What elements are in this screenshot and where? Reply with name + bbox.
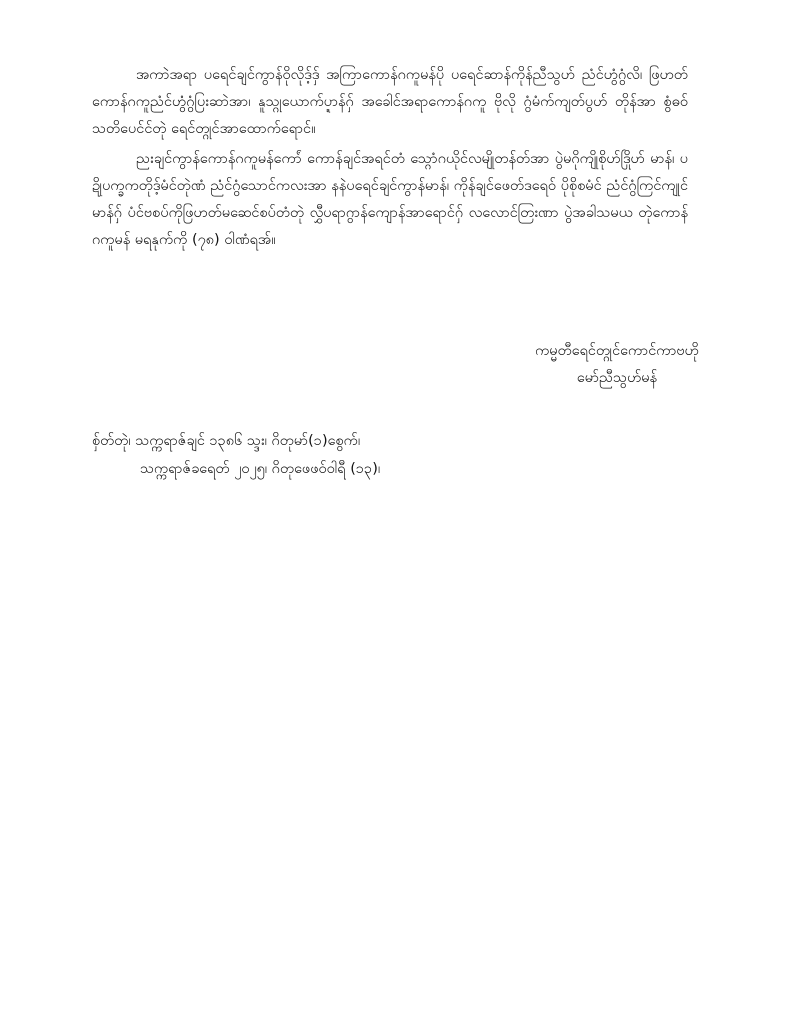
letter-paragraph-1: အကာဲအရာ ပရေင်ချင်ကွာန်ဝိုလိုဒ့်ဒှ် အကြာကောန်ဂကူမန်ပို ပရေင်ဆာန်ကိုန်ညီသွဟ် ညံင်ဟွံဂွံလိ၊ ဖြဟတ်ကောန်ဂကူညံင်ဟွံဂွံပြးဆာဲအာ၊ နူသ္ဂုယောက်ပ္ဍာန်ဂှ် အခေါင်အရာကောန်ဂကူ ဗိုလို ဂွံမံက်ကျတ်ပွဟ် တိုန်အာ စွံဓဝ်သတိပေင်င်တုဲ ရေင်တ္ဂုင်အာထောက်ရောင်။ — [92, 67, 688, 137]
signature-organization: ကမ္မတီရေင်တ္ဂုင်ကောင်ကာဗဟို — [535, 343, 699, 359]
date-line-gregorian: သက္ကရာဇ်ခရေတ် ၂၀၂၅၊ ဂိတုဖေဖဝ်ဝါရီ (၁၃)၊ — [140, 461, 381, 477]
signature-name: မော်ညီသွဟ်မန် — [576, 370, 658, 386]
date-line-mon-calendar: စှ်တ်တုဲ၊ သက္ကရာဇ်ချင် ၁၃၈၆ သ္ဒး၊ ဂိတုမာ်(၁)စွေက်၊ — [92, 433, 361, 449]
letter-paragraph-2: ညးချင်ကွာန်ကောန်ဂကူမန်ကော်ံ ကောန်ချင်အရင်တံ သ္ဂောံဂယိုင်လမျိုတန်တ်အာ ပွဲမဂိုကျိုစိုဟ်ဒြိုဟ် မာန်၊ ပဍိုပက္ခကတိုဒ့်မံင်တုဲဏံ ညံင်ဂွံသောင်ကလးအာ နနဲပရေင်ချင်ကွာန်မာန်၊ ကိုန်ချင်ဖေတ်ဒရေဝ် ပိုစိုစမံင် ညံင်ဂွံကြင်ကျုင်မာန်ဂှ် ပံင်ဗစပ်ကိုဖြဟတ်မဆေင်စပ်တံတုဲ လွှီပရာဂွာန်ကျောန်အာရောင်ဂှ် လလောင်တြးဏာ ပွဲအခါသမယ တုဲကောန်ဂကူမန် မရနုက်ကို (၇၈) ဝါဏံရအ်။ — [92, 151, 688, 248]
